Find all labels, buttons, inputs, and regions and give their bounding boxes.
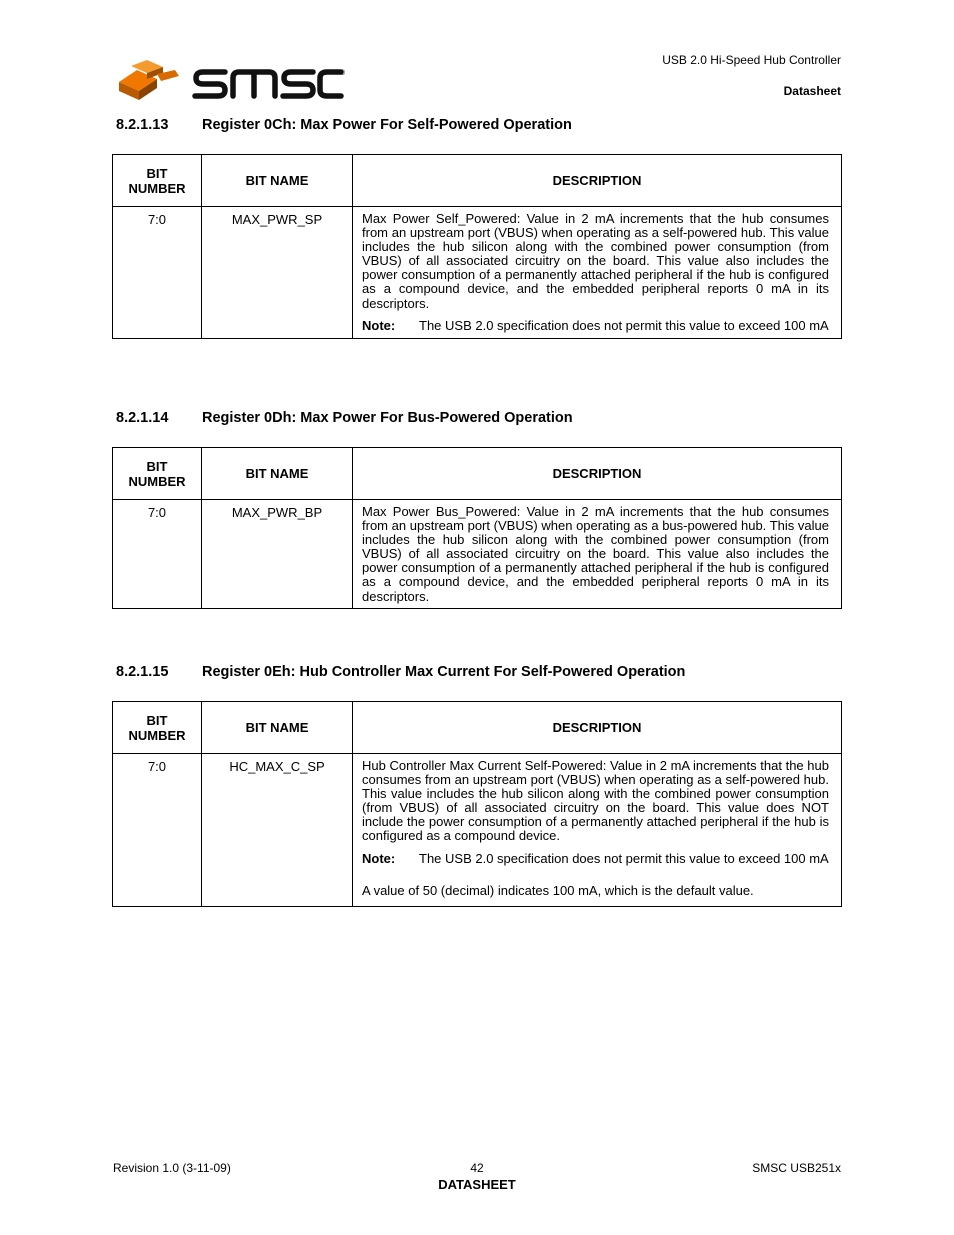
- header-bit-name: BIT NAME: [202, 155, 353, 207]
- note-label: Note:: [362, 317, 396, 333]
- cell-description: [353, 500, 842, 609]
- section-heading: [116, 410, 573, 426]
- register-table: [112, 701, 842, 907]
- table-row: [113, 207, 842, 339]
- note-label: Note:: [362, 850, 396, 866]
- section-number: 8.2.1.15: [116, 664, 169, 680]
- note-text: The USB 2.0 specification does not permit this value to exceed 100 mA: [419, 850, 829, 866]
- header-description: DESCRIPTION: [353, 702, 842, 754]
- section-heading: [116, 117, 572, 133]
- default-value-text: A value of 50 (decimal) indicates 100 mA, which is the default value.: [362, 882, 754, 898]
- section-title: Register 0Eh: Hub Controller Max Current For Self-Powered Operation: [202, 664, 686, 680]
- description-text: Hub Controller Max Current Self-Powered: Value in 2 mA increments that the hub consumes from an upstream port (VBUS) when operating as a self-powered hub. This value includes the hub silicon along with the combined power consumption (from VBUS) of all associated circuitry on the board. This value does NOT include the power consumption of a permanently attached peripheral if the hub is configured as a compound device.: [362, 758, 829, 844]
- cell-bit-name: MAX_PWR_BP: [202, 500, 353, 609]
- description-text: Max Power Self_Powered: Value in 2 mA increments that the hub consumes from an upstream port (VBUS) when operating as a self-powered hub. This value includes the hub silicon along with the combined power consumption (from VBUS) of all associated circuitry on the board. This value also includes the power consumption of a permanently attached peripheral if the hub is configured as a compound device, and the embedded peripheral reports 0 mA in its descriptors.: [362, 211, 829, 311]
- description-text: Max Power Bus_Powered: Value in 2 mA increments that the hub consumes from an upstream port (VBUS) when operating as a bus-powered hub. This value includes the hub silicon along with the combined power consumption (from VBUS) of all associated circuitry on the board. This value also includes the power consumption of a permanently attached peripheral if the hub is configured as a compound device, and the embedded peripheral reports 0 mA in its descriptors.: [362, 504, 829, 604]
- header-bit-number: BIT NUMBER: [113, 702, 202, 754]
- section-number: 8.2.1.14: [116, 410, 169, 426]
- section-title: Register 0Dh: Max Power For Bus-Powered Operation: [202, 410, 573, 426]
- register-table: [112, 447, 842, 609]
- cell-description: [353, 207, 842, 339]
- header-description: DESCRIPTION: [353, 448, 842, 500]
- footer-revision: Revision 1.0 (3-11-09): [113, 1161, 231, 1175]
- table-header-row: [113, 155, 842, 207]
- table-header-row: [113, 702, 842, 754]
- header-bit-number: BIT NUMBER: [113, 155, 202, 207]
- register-table: [112, 154, 842, 339]
- table-row: [113, 754, 842, 907]
- svg-text:®: ®: [340, 70, 346, 77]
- header-bit-name: BIT NAME: [202, 448, 353, 500]
- header-description: DESCRIPTION: [353, 155, 842, 207]
- footer-doc-type: DATASHEET: [438, 1177, 516, 1192]
- footer-page-number: 42: [470, 1161, 484, 1175]
- cell-bit-number: 7:0: [113, 207, 202, 339]
- note: [362, 317, 829, 334]
- cell-bit-number: 7:0: [113, 500, 202, 609]
- cell-bit-name: MAX_PWR_SP: [202, 207, 353, 339]
- section-heading: [116, 664, 685, 680]
- section-title: Register 0Ch: Max Power For Self-Powered Operation: [202, 117, 572, 133]
- header-bit-number: BIT NUMBER: [113, 448, 202, 500]
- cell-bit-name: HC_MAX_C_SP: [202, 754, 353, 907]
- note-text: The USB 2.0 specification does not permit this value to exceed 100 mA: [419, 317, 829, 333]
- table-header-row: [113, 448, 842, 500]
- footer-product: SMSC USB251x: [752, 1161, 841, 1175]
- cell-description: [353, 754, 842, 907]
- header-bit-name: BIT NAME: [202, 702, 353, 754]
- note: [362, 850, 829, 867]
- cell-bit-number: 7:0: [113, 754, 202, 907]
- section-number: 8.2.1.13: [116, 117, 169, 133]
- smsc-logo: [117, 60, 349, 102]
- header-subtitle: Datasheet: [783, 84, 841, 98]
- table-row: [113, 500, 842, 609]
- header-title: USB 2.0 Hi-Speed Hub Controller: [662, 53, 841, 67]
- logo-mark-icon: [119, 60, 179, 100]
- logo-wordmark: [195, 72, 341, 96]
